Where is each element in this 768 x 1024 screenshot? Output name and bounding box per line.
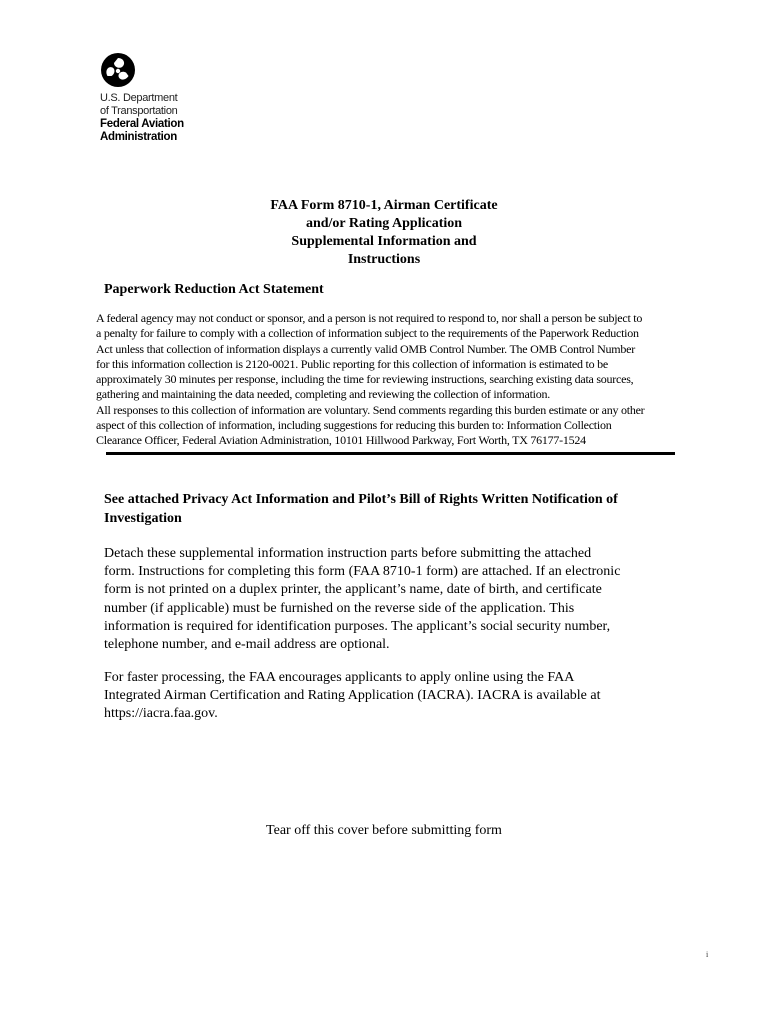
iacra-url: https://iacra.faa.gov. [104,706,218,722]
tear-off-text: Tear off this cover before submitting form [266,823,502,838]
org-line-1: U.S. Department [100,92,178,104]
org-line-2: of Transportation [100,105,178,117]
paragraph-line: form is not printed on a duplex printer, the applicant’s name, date of birth, and certificate [104,582,602,598]
page-number: i [706,950,709,959]
title-line-2: and/or Rating Application [305,216,463,231]
paragraph-line: Integrated Airman Certification and Rating Application (IACRA). IACRA is available at [104,688,601,704]
paperwork-line: aspect of this collection of information, including suggestions for reducing this burden to: Information Collection [96,418,612,433]
tear-off-note [0,823,768,839]
paperwork-line: Clearance Officer, Federal Aviation Administration, 10101 Hillwood Parkway, Fort Worth, TX 76177-1524 [96,433,586,448]
privacy-heading-line-2: Investigation [104,511,182,526]
online-application-note [104,669,674,724]
paperwork-statement [96,311,708,449]
paperwork-line: Act unless that collection of information displays a currently valid OMB Control Number. The OMB Control Number [96,341,635,356]
title-line-1: FAA Form 8710-1, Airman Certificate [270,198,498,213]
paragraph-line: For faster processing, the FAA encourages applicants to apply online using the FAA [104,670,575,685]
dot-logo [100,52,210,144]
org-name [100,92,210,144]
document-title [0,197,768,269]
paperwork-heading: Paperwork Reduction Act Statement [104,282,324,297]
title-line-4: Instructions [347,252,421,267]
paragraph-line: form. Instructions for completing this form (FAA 8710-1 form) are attached. If an electronic [104,564,621,580]
paragraph-line: information is required for identification purposes. The applicant’s social security number, [104,618,611,634]
privacy-heading [104,490,694,528]
paperwork-line: gathering and maintaining the data needed, completing and reviewing the collection of information. [96,387,551,402]
paragraph-line: Detach these supplemental information instruction parts before submitting the attached [104,546,592,561]
paperwork-line: for this information collection is 2120-0021. Public reporting for this collection of information is estimated to be [96,356,608,371]
org-line-4: Administration [100,131,177,143]
paperwork-line: All responses to this collection of information are voluntary. Send comments regarding this burden estimate or any other [96,402,645,417]
org-line-3: Federal Aviation [100,118,184,130]
paperwork-line: a penalty for failure to comply with a collection of information subject to the requirements of the Paperwork Reduction [96,326,639,341]
title-line-3: Supplemental Information and [291,234,477,249]
privacy-heading-line-1: See attached Privacy Act Information and Pilot’s Bill of Rights Written Notification of [104,492,618,507]
paperwork-line: approximately 30 minutes per response, including the time for reviewing instructions, searching existing data sources, [96,372,634,387]
dot-triskelion-icon [100,52,136,88]
paperwork-line: A federal agency may not conduct or sponsor, and a person is not required to respond to, nor shall a person be subject to [96,311,643,325]
paragraph-line: number (if applicable) must be furnished on the reverse side of the application. This [104,600,575,616]
paragraph-line: telephone number, and e-mail address are optional. [104,637,390,653]
section-divider [106,452,675,455]
detach-instructions [104,545,674,654]
